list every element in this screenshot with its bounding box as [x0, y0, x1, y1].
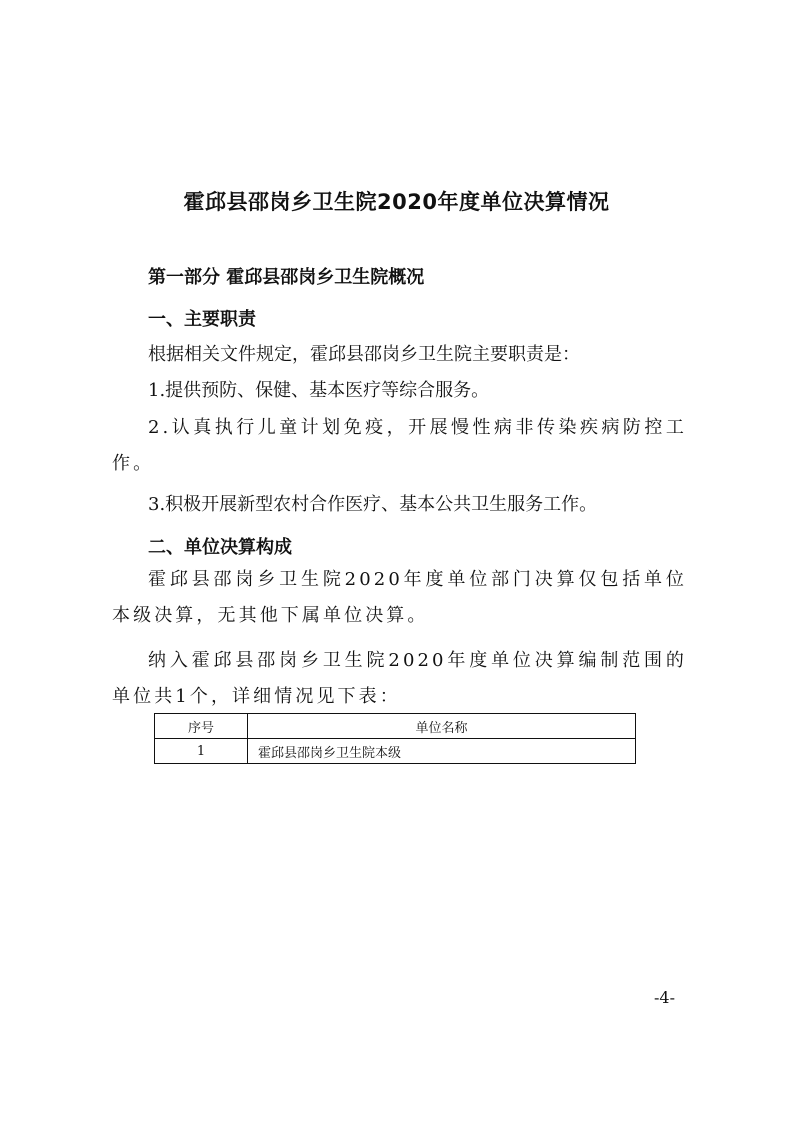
duty-item-3: 3.积极开展新型农村合作医疗、基本公共卫生服务工作。: [148, 494, 598, 515]
table-row: [155, 739, 636, 764]
page-number: -4-: [654, 988, 675, 1007]
table-header-row: [155, 714, 636, 739]
section2-heading: 二、单位决算构成: [148, 537, 292, 558]
part1-heading: 第一部分 霍邱县邵岗乡卫生院概况: [148, 267, 425, 288]
composition-paragraph-2: 纳入霍邱县邵岗乡卫生院2020年度单位决算编制范围的单位共1个，详细情况见下表：: [112, 650, 687, 707]
table-cell-index: 1: [155, 739, 248, 764]
duties-intro: 根据相关文件规定，霍邱县邵岗乡卫生院主要职责是：: [148, 344, 580, 365]
table-header-index: 序号: [155, 714, 248, 739]
units-table: [154, 713, 636, 764]
composition-paragraph-1: 霍邱县邵岗乡卫生院2020年度单位部门决算仅包括单位本级决算，无其他下属单位决算。: [112, 569, 687, 626]
section1-heading: 一、主要职责: [148, 309, 256, 330]
document-title: 霍邱县邵岗乡卫生院2020年度单位决算情况: [183, 190, 610, 214]
table-header-unit-name: 单位名称: [248, 714, 636, 739]
duty-item-2: 2.认真执行儿童计划免疫，开展慢性病非传染疾病防控工作。: [112, 417, 687, 474]
table-cell-unit-name: 霍邱县邵岗乡卫生院本级: [248, 739, 636, 764]
duty-item-1: 1.提供预防、保健、基本医疗等综合服务。: [148, 380, 490, 401]
